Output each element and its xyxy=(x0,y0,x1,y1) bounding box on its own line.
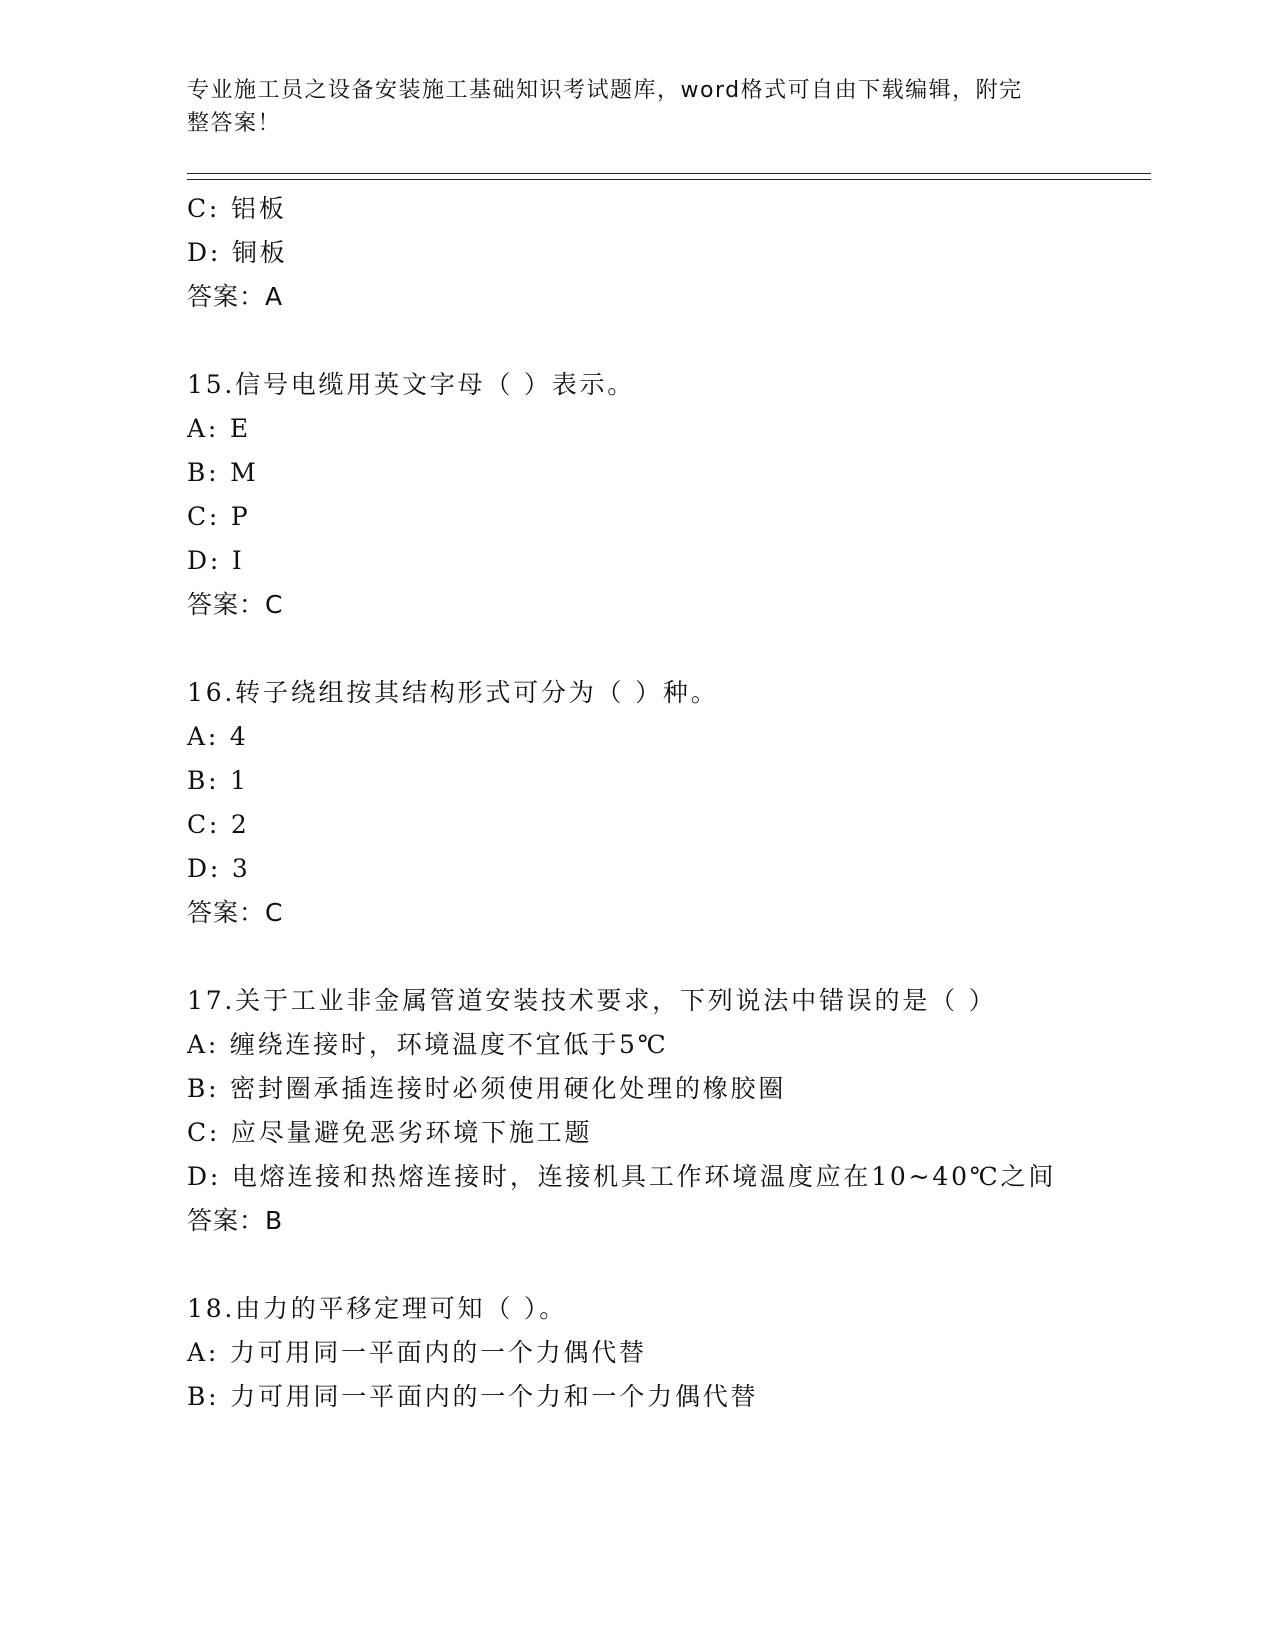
q17-option-c: C: 应尽量避免恶劣环境下施工题 xyxy=(187,1118,593,1147)
q15-option-b: B: M xyxy=(187,458,259,487)
q17-option-d: D: 电熔连接和热熔连接时，连接机具工作环境温度应在10~40℃之间 xyxy=(187,1162,1057,1191)
q18-option-b: B: 力可用同一平面内的一个力和一个力偶代替 xyxy=(187,1382,759,1411)
q17-answer: 答案：B xyxy=(187,1206,284,1235)
option-d: D: 铜板 xyxy=(187,238,288,267)
q15-option-a: A: E xyxy=(187,414,251,443)
header-rule-top xyxy=(187,173,1151,174)
header-rule-bottom xyxy=(187,179,1151,180)
question-15: 15.信号电缆用英文字母（ ）表示。 xyxy=(187,370,636,399)
header-line-1: 专业施工员之设备安装施工基础知识考试题库，word格式可自由下载编辑，附完 xyxy=(187,78,1023,103)
option-c: C: 铝板 xyxy=(187,194,287,223)
q16-option-c: C: 2 xyxy=(187,810,250,839)
q18-option-a: A: 力可用同一平面内的一个力偶代替 xyxy=(187,1338,647,1367)
q15-answer: 答案：C xyxy=(187,590,284,619)
q15-option-d: D: I xyxy=(187,546,245,575)
answer-line: 答案：A xyxy=(187,282,284,311)
question-18: 18.由力的平移定理可知（ ）。 xyxy=(187,1294,568,1323)
q16-answer: 答案：C xyxy=(187,898,284,927)
question-16: 16.转子绕组按其结构形式可分为（ ）种。 xyxy=(187,678,719,707)
q16-option-d: D: 3 xyxy=(187,854,251,883)
header-line-2: 整答案！ xyxy=(187,111,282,136)
q17-option-b: B: 密封圈承插连接时必须使用硬化处理的橡胶圈 xyxy=(187,1074,787,1103)
question-17: 17.关于工业非金属管道安装技术要求，下列说法中错误的是（ ） xyxy=(187,986,997,1015)
q16-option-a: A: 4 xyxy=(187,722,249,751)
document-header xyxy=(187,74,1067,140)
q16-option-b: B: 1 xyxy=(187,766,249,795)
q17-option-a: A: 缠绕连接时，环境温度不宜低于5℃ xyxy=(187,1030,669,1059)
q15-option-c: C: P xyxy=(187,502,251,531)
